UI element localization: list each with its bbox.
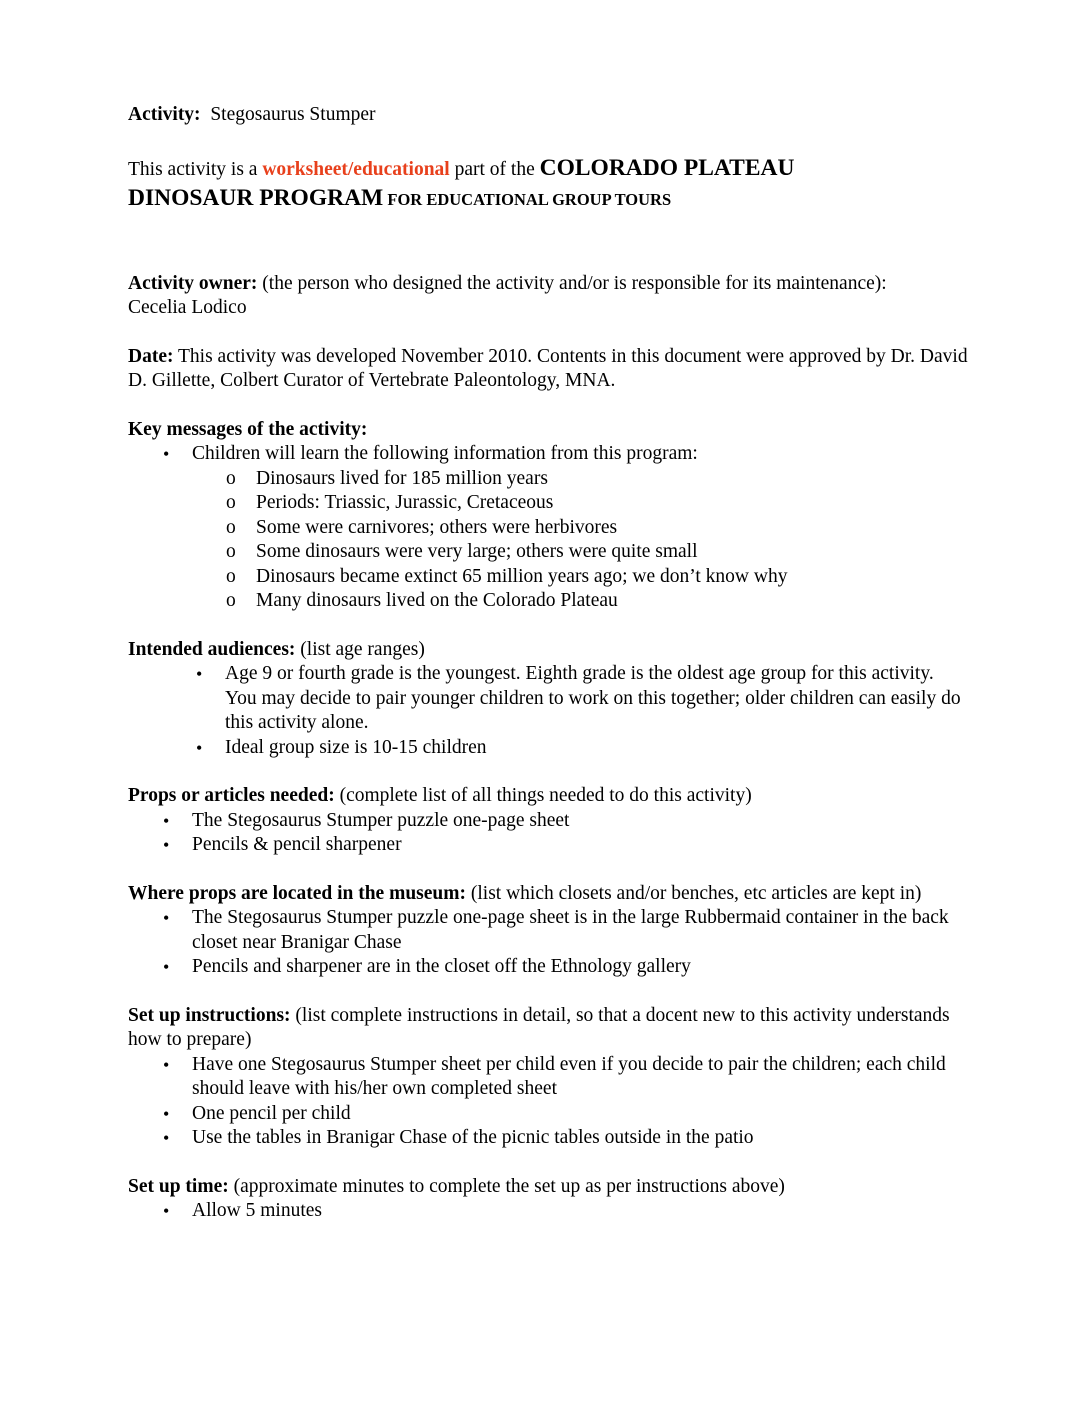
owner-label: Activity owner: [128,272,258,294]
activity-name: Stegosaurus Stumper [210,104,376,125]
setup-time-text: (approximate minutes to complete the set up as per instructions above) [228,1175,785,1197]
intro-highlight: worksheet/educational [262,158,450,180]
setup-time-label: Set up time: [128,1175,229,1197]
list-item: o Periods: Triassic, Jurassic, Cretaceous [128,491,968,516]
program-suffix: FOR EDUCATIONAL GROUP TOURS [383,189,672,209]
program-name-line2: DINOSAUR PROGRAM [128,184,384,211]
audiences-section [128,638,968,761]
setup-label: Set up instructions: [128,1004,291,1026]
audiences-list [128,662,968,760]
props-label: Props or articles needed: [128,785,335,806]
props-text: (complete list of all things needed to do this activity) [334,785,752,806]
intro-mid: part of the [449,158,540,180]
list-item: • Children will learn the following information from this program: [128,442,968,467]
setup-text: (list complete instructions in detail, so that a docent new to this activity understands how to prepare) [128,1004,950,1050]
key-messages-list [128,442,968,467]
audiences-label: Intended audiences: [128,638,296,660]
owner-name: Cecelia Lodico [128,297,247,318]
activity-line [128,103,968,128]
audiences-heading [128,638,968,663]
list-item: • Use the tables in Branigar Chase of the picnic tables outside in the patio [128,1126,968,1151]
props-list [128,809,968,858]
owner-text: (the person who designed the activity and/or is responsible for its maintenance): [257,272,887,294]
list-item: • Allow 5 minutes [128,1199,968,1224]
program-intro [128,154,968,214]
props-heading [128,784,968,809]
setup-time-heading [128,1175,968,1200]
key-messages-label: Key messages of the activity: [128,418,368,440]
list-item: • Have one Stegosaurus Stumper sheet per child even if you decide to pair the children; each child should leave with his/her own completed sheet [128,1053,968,1102]
list-item: • Ideal group size is 10-15 children [128,736,968,761]
list-item: o Some dinosaurs were very large; others were quite small [128,540,968,565]
document-page [128,103,968,1224]
setup-list [128,1053,968,1151]
date-text: This activity was developed November 2010. Contents in this document were approved by Dr. David D. Gillette, Colbert Curator of Vertebrate Paleontology, MNA. [128,345,968,391]
owner-section [128,272,968,321]
setup-time-section [128,1175,968,1224]
list-item: • Age 9 or fourth grade is the youngest. Eighth grade is the oldest age group for this activity. You may decide to pair younger children to work on this together; older children can easily do this activity alone. [128,662,968,736]
key-messages-section [128,418,968,614]
list-item: • Pencils and sharpener are in the closet off the Ethnology gallery [128,955,968,980]
list-item: o Dinosaurs lived for 185 million years [128,467,968,492]
activity-label: Activity: [128,104,201,125]
setup-heading [128,1004,968,1053]
list-item: o Dinosaurs became extinct 65 million years ago; we don’t know why [128,565,968,590]
location-heading [128,882,968,907]
key-messages-sublist [128,467,968,614]
date-section [128,345,968,394]
location-label: Where props are located in the museum: [128,882,466,904]
setup-time-list [128,1199,968,1224]
audiences-text: (list age ranges) [295,638,425,660]
list-item: o Many dinosaurs lived on the Colorado Plateau [128,589,968,614]
location-text: (list which closets and/or benches, etc articles are kept in) [465,882,922,904]
list-item: • One pencil per child [128,1102,968,1127]
intro-pre: This activity is a [128,158,263,180]
list-item: o Some were carnivores; others were herbivores [128,516,968,541]
list-item: • Pencils & pencil sharpener [128,833,968,858]
props-section [128,784,968,858]
list-item: • The Stegosaurus Stumper puzzle one-page sheet is in the large Rubbermaid container in the back closet near Branigar Chase [128,906,968,955]
location-list [128,906,968,980]
list-item: • The Stegosaurus Stumper puzzle one-page sheet [128,809,968,834]
setup-section [128,1004,968,1151]
program-name-line1: COLORADO PLATEAU [539,154,795,181]
location-section [128,882,968,980]
date-label: Date: [128,345,174,367]
